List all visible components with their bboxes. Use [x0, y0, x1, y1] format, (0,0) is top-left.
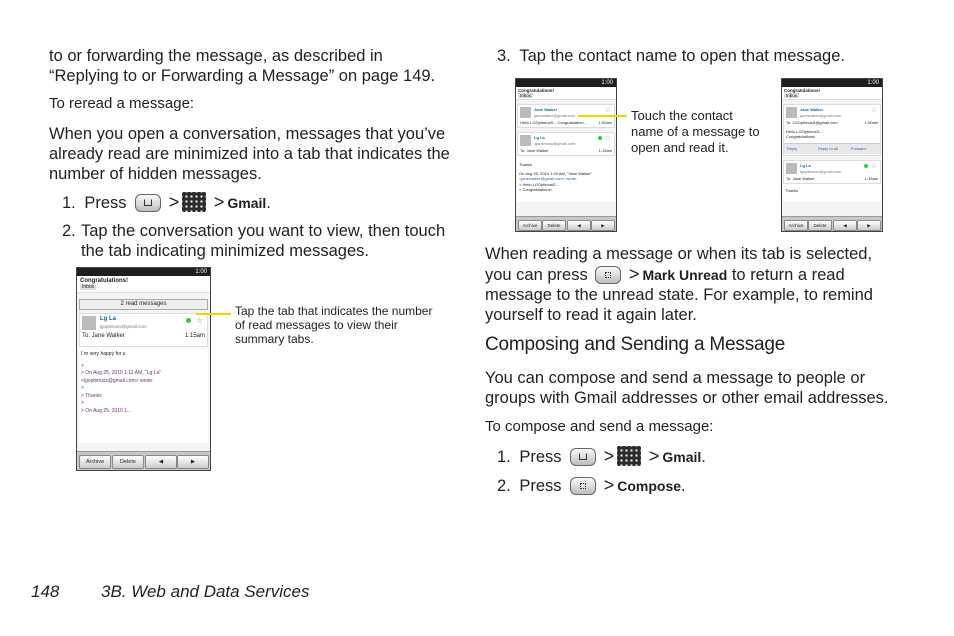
applications-icon	[182, 192, 206, 212]
applications-icon	[617, 446, 641, 466]
message-header-jane[interactable]: Jane Walker janewalker@gmail.com ☆ Hello LGOptimusS... Congratulation... 1:00am	[517, 104, 615, 128]
star-icon[interactable]: ☆	[195, 316, 203, 325]
online-status-icon	[864, 164, 868, 168]
mark-unread-label: Mark Unread	[642, 267, 728, 283]
home-key-icon	[135, 194, 161, 212]
star-icon[interactable]: ☆	[870, 163, 877, 170]
right-step-2: 2. Press > Compose.	[497, 475, 686, 495]
menu-key-icon	[595, 266, 621, 284]
reread-paragraph: When you open a conversation, messages that you’ve already read are minimized into a tab that indicates the number of hidden messages.	[49, 125, 450, 183]
callout-line	[196, 313, 231, 315]
delete-button[interactable]: Delete	[542, 220, 566, 231]
star-icon[interactable]: ☆	[870, 107, 877, 114]
phone-screenshot-conversation: 1:00 Congratulations! Inbox Jane Walker janewalker@gmail.com ☆ Hello LGOptimusS... Congratulation... 1:00am Lg La lgoptimuss@gmail.com ☆ To: Jane Walker 1:15am Thanks On Aug 25, 2010 1:00 AM, "Jane Walker" <janewalker@gmail.com> wrote: > Hello LGOptimusS... > Congratulations! Archive Delete ◀ ▶	[515, 78, 617, 232]
right-step-3: 3. Tap the contact name to open that message.	[497, 47, 845, 65]
message-header-lg[interactable]: Lg La lgoptimuss@gmail.com ☆ To: Jane Walker 1:15am	[783, 160, 881, 184]
delete-button[interactable]: Delete	[808, 220, 832, 231]
next-arrow-icon[interactable]: ▶	[857, 220, 881, 231]
left-step-1: 1. Press > > Gmail.	[62, 192, 271, 212]
avatar	[82, 316, 96, 330]
reply-button[interactable]: Reply	[787, 146, 798, 151]
menu-key-icon	[570, 477, 596, 495]
right-step-1: 1. Press > > Gmail.	[497, 446, 706, 466]
previous-arrow-icon[interactable]: ◀	[833, 220, 857, 231]
previous-arrow-icon[interactable]: ◀	[567, 220, 591, 231]
online-status-icon	[186, 318, 191, 323]
online-status-icon	[598, 136, 602, 140]
next-arrow-icon[interactable]: ▶	[591, 220, 615, 231]
section-title: 3B. Web and Data Services	[101, 582, 310, 601]
star-icon[interactable]: ☆	[604, 135, 611, 142]
next-arrow-icon[interactable]: ▶	[177, 455, 209, 469]
gmail-label: Gmail	[227, 195, 267, 211]
compose-label: Compose	[617, 478, 682, 494]
gmail-label: Gmail	[662, 449, 702, 465]
phone-screenshot-opened-message: 1:00 Congratulations! Inbox Jane Walker janewalker@gmail.com ☆ To: LGOptimusS@gmail.com 1:00am Hello LGOptimusS... Congratulations! Reply Reply to all Forward Lg La lgoptimuss@gmail.com ☆ To: Jane Walker 1:15am Thanks Archive Delete ◀ ▶	[781, 78, 883, 232]
compose-subheading: To compose and send a message:	[485, 418, 714, 435]
forward-button[interactable]: Forward	[851, 146, 866, 151]
section-heading: Composing and Sending a Message	[485, 334, 786, 355]
compose-paragraph: You can compose and send a message to people or groups with Gmail addresses or other email addresses.	[485, 369, 889, 407]
reread-subheading: To reread a message:	[49, 95, 195, 112]
callout-line	[578, 115, 627, 117]
avatar	[786, 163, 797, 174]
message-header-lg[interactable]: Lg La lgoptimuss@gmail.com ☆ To: Jane Walker 1:15am	[517, 132, 615, 156]
home-key-icon	[570, 448, 596, 466]
page-number: 148	[31, 582, 60, 601]
left-step-2: 2. Tap the conversation you want to view, then touch the tab indicating minimized messages.	[62, 222, 446, 260]
avatar	[520, 107, 531, 118]
avatar	[786, 107, 797, 118]
delete-button[interactable]: Delete	[112, 455, 144, 469]
intro-text: to or forwarding the message, as described in “Replying to or Forwarding a Message” on page 149.	[49, 47, 436, 85]
read-messages-tab[interactable]: 2 read messages	[79, 299, 208, 310]
mark-unread-paragraph: When reading a message or when its tab is selected, you can press > Mark Unread to return a read message to the unread state. For example, to remind yourself to read it again later.	[485, 245, 873, 324]
archive-button[interactable]: Archive	[784, 220, 808, 231]
reply-all-button[interactable]: Reply to all	[818, 146, 838, 151]
right-callout: Touch the contact name of a message to open and read it.	[631, 108, 760, 155]
star-icon[interactable]: ☆	[604, 107, 611, 114]
phone-screenshot-read-tab: 1:00 Congratulations! Inbox 2 read messages Lg La lgoptimuss@gmail.com ☆ To: Jane Walker 1:15am I`m very happy for u > > On Aug 25, 2010 1:11 AM, "Lg La" <lgoptimuss@gmail.com> wrote: > > Thanks > > On Aug 25, 2010 1... Archive Delete ◀ ▶	[76, 267, 211, 471]
archive-button[interactable]: Archive	[518, 220, 542, 231]
archive-button[interactable]: Archive	[79, 455, 111, 469]
avatar	[520, 135, 531, 146]
previous-arrow-icon[interactable]: ◀	[145, 455, 177, 469]
left-callout: Tap the tab that indicates the number of read messages to view their summary tabs.	[235, 304, 433, 346]
